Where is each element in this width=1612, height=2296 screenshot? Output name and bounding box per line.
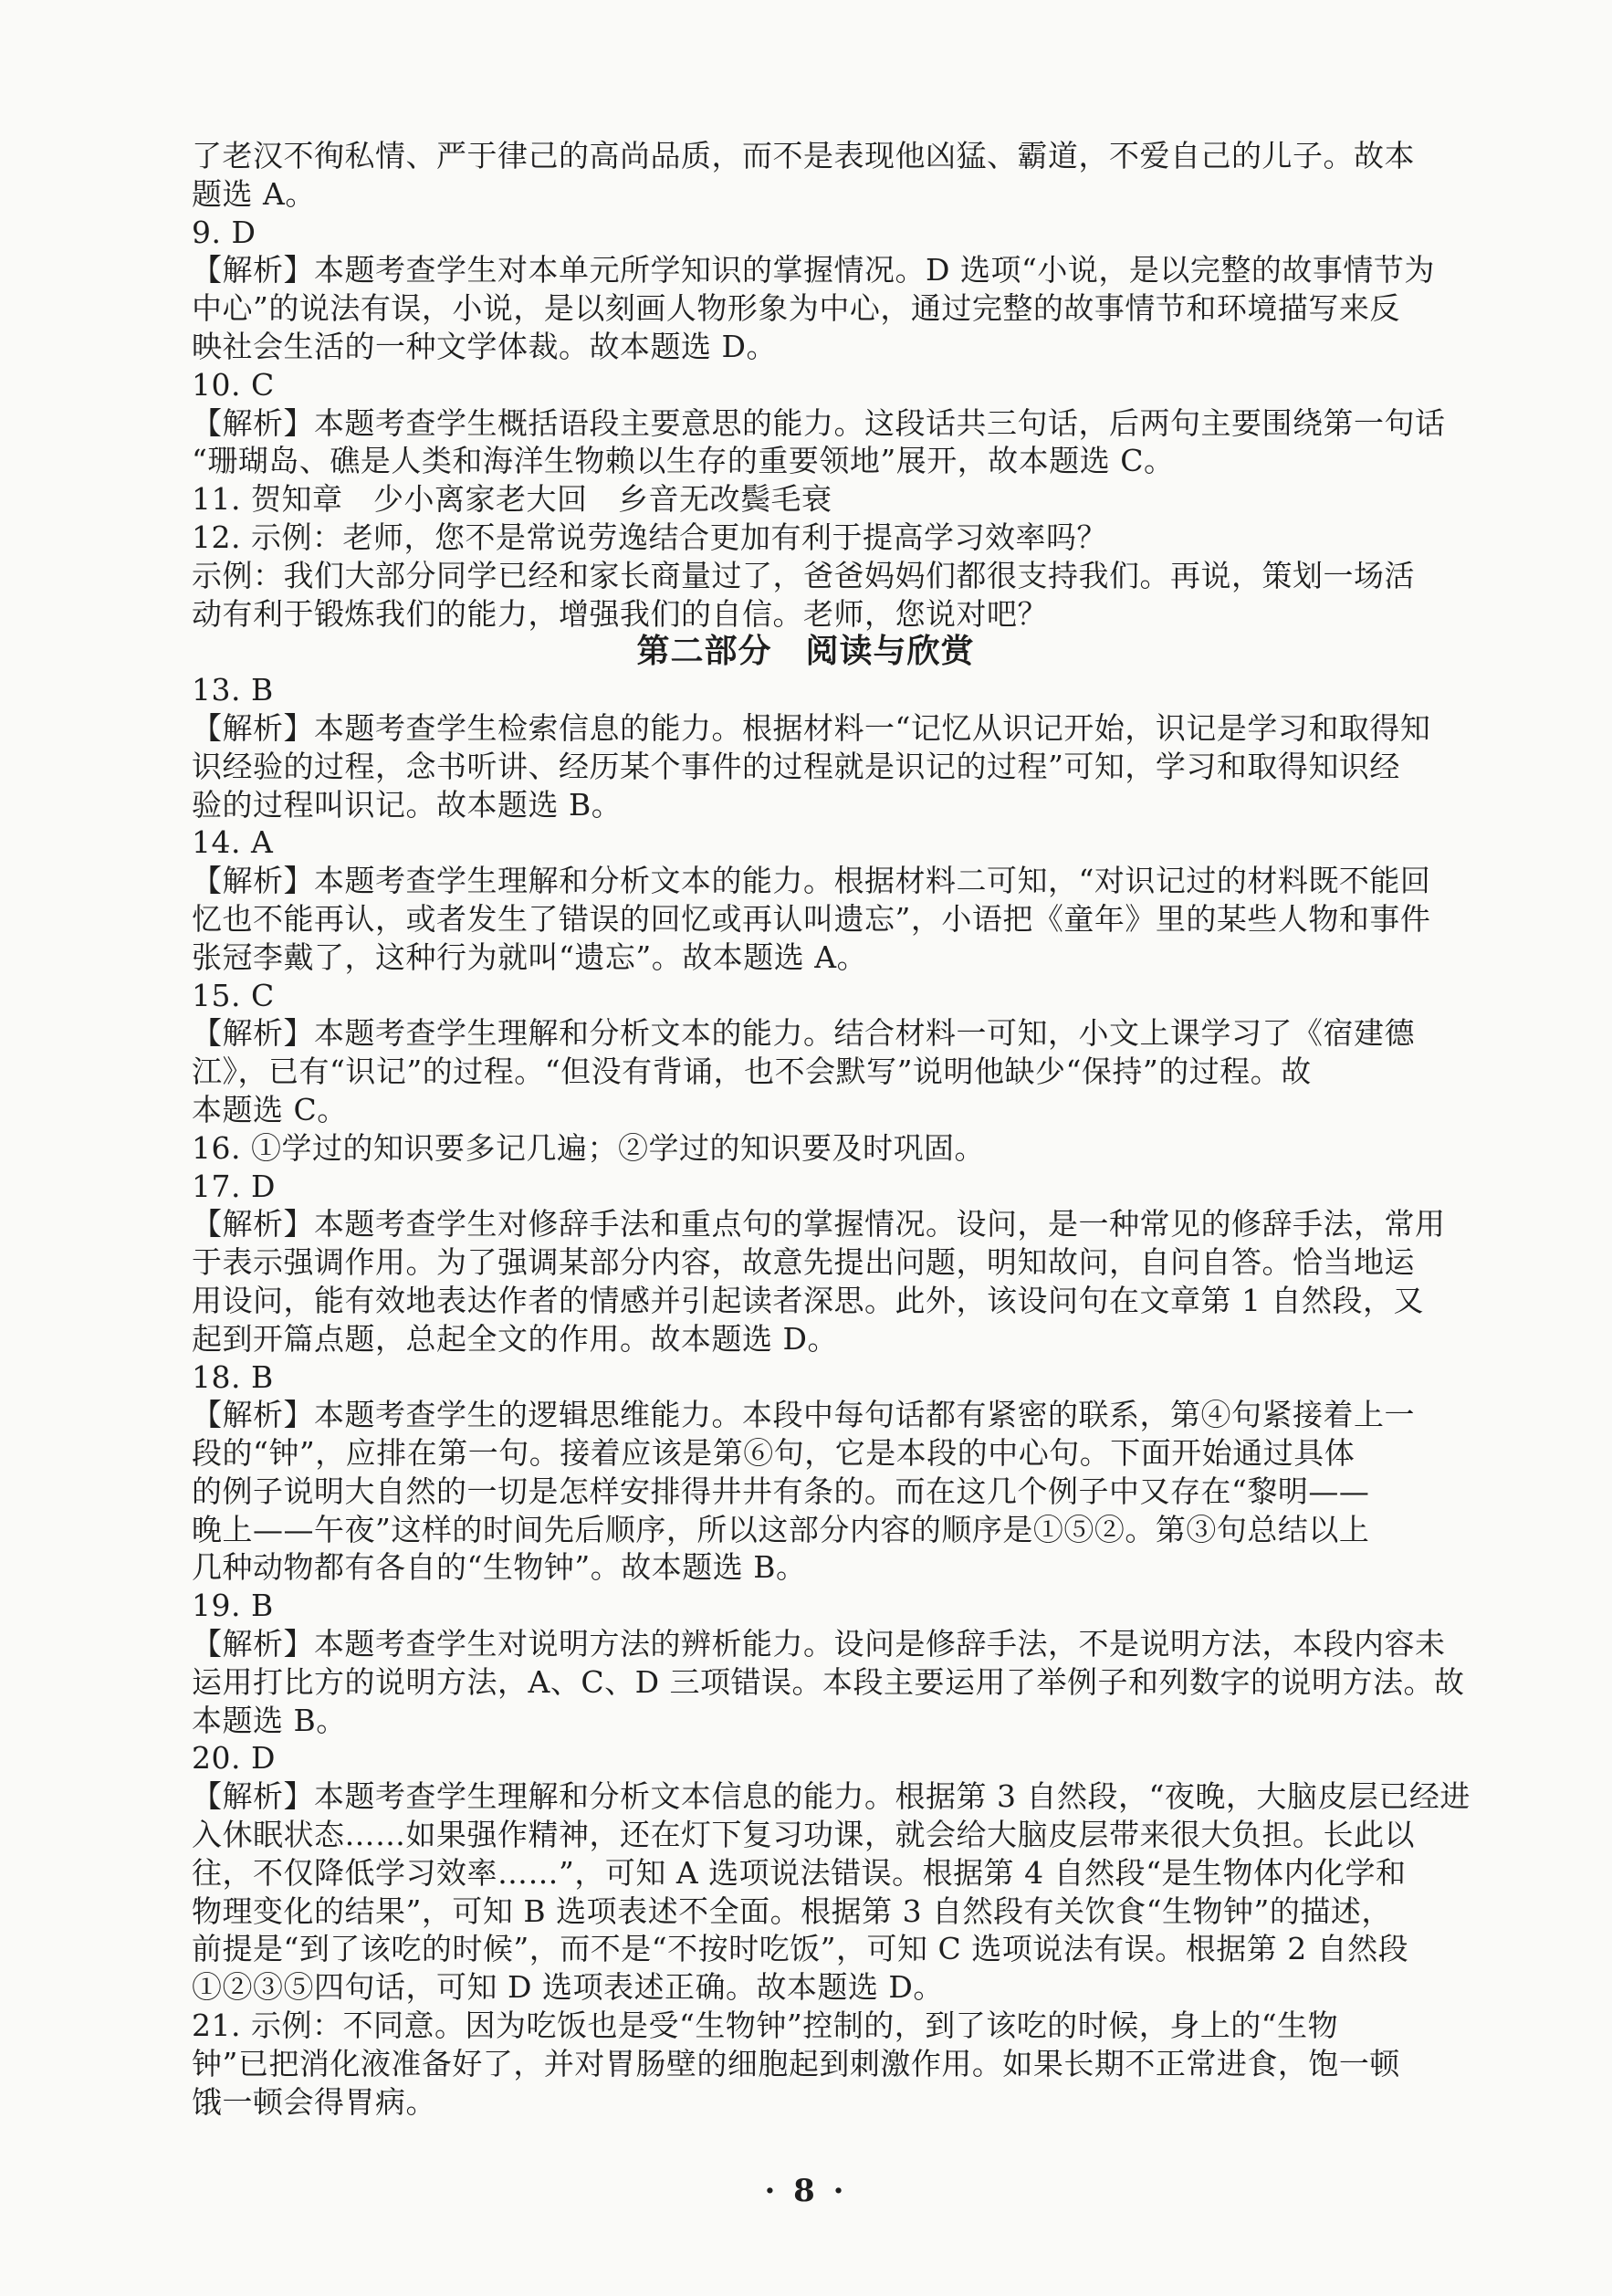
text-line: 段的“钟”，应排在第一句。接着应该是第⑥句，它是本段的中心句。下面开始通过具体 bbox=[192, 1435, 1356, 1472]
analysis-line: 【解析】本题考查学生对修辞手法和重点句的掌握情况。设问，是一种常见的修辞手法，常用 bbox=[192, 1206, 1446, 1242]
analysis-line: 【解析】本题考查学生对说明方法的辨析能力。设问是修辞手法，不是说明方法，本段内容未 bbox=[192, 1626, 1446, 1662]
text-line: 前提是“到了该吃的时候”，而不是“不按时吃饭”，可知 C 选项说法有误。根据第 2 自然段 bbox=[192, 1931, 1409, 1967]
text-line: 识经验的过程，念书听讲、经历某个事件的过程就是识记的过程”可知，学习和取得知识经 bbox=[192, 748, 1400, 784]
answer-number: 13. B bbox=[192, 672, 274, 708]
analysis-line: 【解析】本题考查学生的逻辑思维能力。本段中每句话都有紧密的联系，第④句紧接着上一 bbox=[192, 1397, 1415, 1433]
text-line: 忆也不能再认，或者发生了错误的回忆或再认叫遗忘”，小语把《童年》里的某些人物和事件 bbox=[192, 900, 1431, 937]
text-line: 的例子说明大自然的一切是怎样安排得井井有条的。而在这几个例子中又存在“黎明—— bbox=[192, 1473, 1370, 1509]
text-line: “珊瑚岛、礁是人类和海洋生物赖以生存的重要领地”展开，故本题选 C。 bbox=[192, 443, 1175, 479]
text-line: 起到开篇点题，总起全文的作用。故本题选 D。 bbox=[192, 1320, 838, 1357]
section-title: 第二部分 阅读与欣赏 bbox=[636, 633, 975, 671]
answer-number: 9. D bbox=[192, 214, 256, 250]
text-line: 晚上——午夜”这样的时间先后顺序，所以这部分内容的顺序是①⑤②。第③句总结以上 bbox=[192, 1511, 1370, 1547]
text-line: 运用打比方的说明方法，A、C、D 三项错误。本段主要运用了举例子和列数字的说明方法。故 bbox=[192, 1663, 1465, 1700]
text-line: 本题选 C。 bbox=[192, 1091, 348, 1127]
text-line: 了老汉不徇私情、严于律己的高尚品质，而不是表现他凶猛、霸道，不爱自己的儿子。故本 bbox=[192, 138, 1415, 173]
answer-number: 21. 示例：不同意。因为吃饭也是受“生物钟”控制的，到了该吃的时候，身上的“生物 bbox=[192, 2008, 1339, 2044]
answer-number: 10. C bbox=[192, 366, 275, 403]
analysis-line: 【解析】本题考查学生理解和分析文本的能力。根据材料二可知，“对识记过的材料既不能回 bbox=[192, 863, 1431, 899]
text-line: 中心”的说法有误，小说，是以刻画人物形象为中心，通过完整的故事情节和环境描写来反 bbox=[192, 290, 1400, 327]
text-line: ①②③⑤四句话，可知 D 选项表述正确。故本题选 D。 bbox=[192, 1969, 944, 2006]
text-line: 于表示强调作用。为了强调某部分内容，故意先提出问题，明知故问，自问自答。恰当地运 bbox=[192, 1244, 1415, 1281]
text-line: 钟”已把消化液准备好了，并对胃肠壁的细胞起到刺激作用。如果长期不正常进食，饱一顿 bbox=[192, 2045, 1400, 2081]
text-line: 验的过程叫识记。故本题选 B。 bbox=[192, 786, 623, 823]
answer-number: 18. B bbox=[192, 1358, 274, 1395]
text-line: 江》，已有“识记”的过程。“但没有背诵，也不会默写”说明他缺少“保持”的过程。故 bbox=[192, 1054, 1312, 1090]
answer-number: 15. C bbox=[192, 977, 275, 1013]
document-body bbox=[192, 137, 1471, 2121]
answer-number: 14. A bbox=[192, 824, 274, 861]
answer-number: 12. 示例：老师，您不是常说劳逸结合更加有利于提高学习效率吗？ bbox=[192, 519, 1107, 555]
answer-number: 20. D bbox=[192, 1740, 276, 1777]
text-line: 往，不仅降低学习效率……”，可知 A 选项说法错误。根据第 4 自然段“是生物体内化学和 bbox=[192, 1854, 1407, 1891]
text-line: 几种动物都有各自的“生物钟”。故本题选 B。 bbox=[192, 1549, 807, 1586]
text-line: 题选 A。 bbox=[192, 175, 316, 212]
text-line: 饿一顿会得胃病。 bbox=[192, 2083, 436, 2120]
analysis-line: 【解析】本题考查学生理解和分析文本的能力。结合材料一可知，小文上课学习了《宿建德 bbox=[192, 1015, 1415, 1052]
answer-number: 19. B bbox=[192, 1588, 274, 1624]
analysis-line: 【解析】本题考查学生概括语段主要意思的能力。这段话共三句话，后两句主要围绕第一句话 bbox=[192, 404, 1446, 441]
text-line: 张冠李戴了，这种行为就叫“遗忘”。故本题选 A。 bbox=[192, 938, 868, 975]
text-line: 物理变化的结果”，可知 B 选项表述不全面。根据第 3 自然段有关饮食“生物钟”的描述， bbox=[192, 1892, 1392, 1929]
text-line: 动有利于锻炼我们的能力，增强我们的自信。老师，您说对吧？ bbox=[192, 595, 1048, 632]
answer-number: 11. 贺知章 少小离家老大回 乡音无改鬓毛衰 bbox=[192, 481, 832, 518]
text-line: 入休眠状态……如果强作精神，还在灯下复习功课，就会给大脑皮层带来很大负担。长此以 bbox=[192, 1817, 1415, 1853]
text-line: 映社会生活的一种文学体裁。故本题选 D。 bbox=[192, 328, 777, 364]
page-number: · 8 · bbox=[764, 2173, 848, 2209]
answer-number: 17. D bbox=[192, 1168, 276, 1204]
text-line: 用设问，能有效地表达作者的情感并引起读者深思。此外，该设问句在文章第 1 自然段，又 bbox=[192, 1282, 1424, 1318]
analysis-line: 【解析】本题考查学生理解和分析文本信息的能力。根据第 3 自然段，“夜晚，大脑皮层已经进 bbox=[192, 1778, 1471, 1815]
analysis-line: 【解析】本题考查学生检索信息的能力。根据材料一“记忆从识记开始，识记是学习和取得知 bbox=[192, 709, 1431, 746]
answer-number: 16. ①学过的知识要多记几遍；②学过的知识要及时巩固。 bbox=[192, 1129, 985, 1166]
analysis-line: 【解析】本题考查学生对本单元所学知识的掌握情况。D 选项“小说，是以完整的故事情节为 bbox=[192, 252, 1435, 288]
text-line: 示例：我们大部分同学已经和家长商量过了，爸爸妈妈们都很支持我们。再说，策划一场活 bbox=[192, 557, 1415, 593]
text-line: 本题选 B。 bbox=[192, 1702, 347, 1738]
